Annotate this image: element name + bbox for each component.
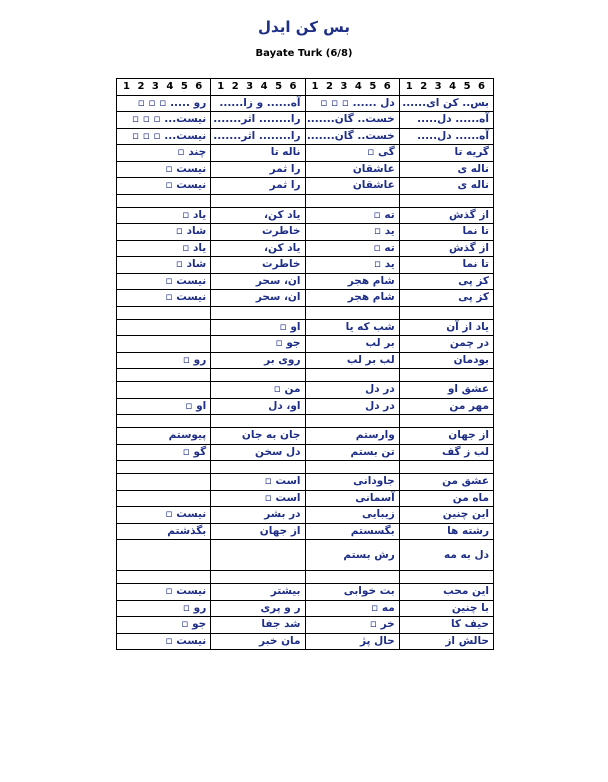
- lyric-cell: شاد ▫: [117, 257, 211, 274]
- lyric-cell: یاد از آن: [399, 319, 493, 336]
- lyric-cell: از جهان: [399, 428, 493, 445]
- lyric-cell: [117, 474, 211, 491]
- lyric-cell: [117, 490, 211, 507]
- lyric-cell: شام هجر: [305, 273, 399, 290]
- lyric-cell: گی ▫: [305, 145, 399, 162]
- lyric-cell: [211, 194, 305, 207]
- lyric-cell: خاطرت: [211, 224, 305, 241]
- lyric-cell: جاودانی: [305, 474, 399, 491]
- lyric-cell: نیست ▫: [117, 178, 211, 195]
- lyric-cell: بر لب: [305, 336, 399, 353]
- lyric-row: [117, 490, 494, 507]
- lyric-cell: [117, 194, 211, 207]
- lyric-row: [117, 428, 494, 445]
- beat-header-cell: 6 5 4 3 2 1: [117, 79, 211, 96]
- beat-header-cell: 6 5 4 3 2 1: [305, 79, 399, 96]
- lyric-row: [117, 444, 494, 461]
- lyric-cell: است ▫: [211, 490, 305, 507]
- lyric-cell: [211, 306, 305, 319]
- lyric-cell: تا نما: [399, 224, 493, 241]
- lyric-row: [117, 617, 494, 634]
- lyric-cell: عاشقان: [305, 161, 399, 178]
- lyric-cell: حیف کا: [399, 617, 493, 634]
- lyric-cell: شام هجر: [305, 290, 399, 307]
- lyric-cell: ته ▫: [305, 207, 399, 224]
- lyric-cell: بیشتر: [211, 584, 305, 601]
- page-title: بس کن ایدل: [258, 18, 350, 36]
- lyric-row: [117, 382, 494, 399]
- lyric-cell: [117, 319, 211, 336]
- lyric-cell: این چنین: [399, 507, 493, 524]
- lyric-row: [117, 178, 494, 195]
- lyric-cell: را ثمر: [211, 178, 305, 195]
- lyric-cell: نیست ▫: [117, 507, 211, 524]
- lyric-cell: [211, 571, 305, 584]
- lyric-cell: ان، سحر: [211, 290, 305, 307]
- lyric-cell: بت خوابی: [305, 584, 399, 601]
- lyric-cell: است ▫: [211, 474, 305, 491]
- blank-row: [117, 306, 494, 319]
- lyric-cell: [211, 415, 305, 428]
- lyric-cell: [117, 415, 211, 428]
- blank-row: [117, 571, 494, 584]
- lyric-cell: ماه من: [399, 490, 493, 507]
- lyric-cell: [211, 369, 305, 382]
- beat-header-row: [117, 79, 494, 96]
- lyric-cell: گریه تا: [399, 145, 493, 162]
- lyric-cell: کز پی: [399, 290, 493, 307]
- lyric-cell: جو ▫: [117, 617, 211, 634]
- lyric-cell: خست.. گان.......: [305, 128, 399, 145]
- lyric-cell: چند ▫: [117, 145, 211, 162]
- lyric-cell: [211, 540, 305, 571]
- lyric-cell: ید ▫: [305, 224, 399, 241]
- lyric-cell: [399, 306, 493, 319]
- lyric-cell: من ▫: [211, 382, 305, 399]
- lyric-cell: ناله ی: [399, 178, 493, 195]
- lyric-cell: [211, 461, 305, 474]
- lyric-cell: لب ز گف: [399, 444, 493, 461]
- lyric-cell: جو ▫: [211, 336, 305, 353]
- lyric-row: [117, 633, 494, 650]
- lyric-cell: مه ▫: [305, 600, 399, 617]
- blank-row: [117, 194, 494, 207]
- beat-header-cell: 6 5 4 3 2 1: [211, 79, 305, 96]
- lyric-cell: تا نما: [399, 257, 493, 274]
- lyric-cell: ان، سحر: [211, 273, 305, 290]
- lyric-cell: ید ▫: [305, 257, 399, 274]
- lyric-cell: [399, 194, 493, 207]
- lyric-cell: در دل: [305, 382, 399, 399]
- lyric-cell: آسمانی: [305, 490, 399, 507]
- lyric-row: [117, 95, 494, 112]
- blank-row: [117, 415, 494, 428]
- lyric-cell: حال پژ: [305, 633, 399, 650]
- lyric-cell: آه...... دل.....: [399, 128, 493, 145]
- lyric-row: [117, 600, 494, 617]
- lyric-row: [117, 207, 494, 224]
- lyric-cell: نیست... ▫ ▫ ▫: [117, 128, 211, 145]
- lyric-cell: با چنین: [399, 600, 493, 617]
- lyric-cell: عاشقان: [305, 178, 399, 195]
- lyric-row: [117, 290, 494, 307]
- lyric-cell: نیست ▫: [117, 584, 211, 601]
- lyric-cell: ته ▫: [305, 240, 399, 257]
- lyric-cell: نیست ▫: [117, 290, 211, 307]
- lyric-cell: مهر من: [399, 398, 493, 415]
- lyric-cell: جان به جان: [211, 428, 305, 445]
- lyric-cell: از جهان: [211, 523, 305, 540]
- lyric-cell: [305, 461, 399, 474]
- lyric-cell: آه...... دل.....: [399, 112, 493, 129]
- lyric-cell: یاد کن،: [211, 240, 305, 257]
- lyric-row: [117, 161, 494, 178]
- lyric-cell: نیست... ▫ ▫ ▫: [117, 112, 211, 129]
- lyric-cell: مان خبر: [211, 633, 305, 650]
- lyric-cell: رو ..... ▫ ▫ ▫: [117, 95, 211, 112]
- lyric-cell: در بشر: [211, 507, 305, 524]
- lyric-cell: دل ...... ▫ ▫ ▫: [305, 95, 399, 112]
- lyric-cell: بودمان: [399, 352, 493, 369]
- lyric-cell: این محب: [399, 584, 493, 601]
- lyric-row: [117, 224, 494, 241]
- lyric-cell: او ▫: [117, 398, 211, 415]
- lyric-row: [117, 145, 494, 162]
- lyric-cell: بس.. کن ای......: [399, 95, 493, 112]
- page-subtitle: Bayate Turk (6/8): [255, 48, 353, 59]
- lyric-cell: رش بستم: [305, 540, 399, 571]
- lyric-row: [117, 540, 494, 571]
- lyric-cell: رو ▫: [117, 600, 211, 617]
- lyric-cell: [399, 571, 493, 584]
- lyric-cell: پیوستم: [117, 428, 211, 445]
- lyric-cell: [305, 571, 399, 584]
- lyric-cell: عشق من: [399, 474, 493, 491]
- lyric-cell: [117, 336, 211, 353]
- lyric-cell: [117, 382, 211, 399]
- lyric-cell: را........ اثر.......: [211, 112, 305, 129]
- beat-header-cell: 6 5 4 3 2 1: [399, 79, 493, 96]
- lyric-cell: ناله تا: [211, 145, 305, 162]
- lyric-row: [117, 257, 494, 274]
- lyric-row: [117, 128, 494, 145]
- lyric-cell: تن بستم: [305, 444, 399, 461]
- lyric-row: [117, 319, 494, 336]
- lyric-row: [117, 240, 494, 257]
- lyric-cell: [399, 369, 493, 382]
- lyric-cell: از گذش: [399, 240, 493, 257]
- lyric-cell: را ثمر: [211, 161, 305, 178]
- lyric-cell: شب که یا: [305, 319, 399, 336]
- lyric-cell: [305, 306, 399, 319]
- lyric-cell: دل سخن: [211, 444, 305, 461]
- lyric-cell: [117, 571, 211, 584]
- lyric-cell: یاد ▫: [117, 207, 211, 224]
- lyric-cell: خست.. گان.......: [305, 112, 399, 129]
- lyric-cell: شد جفا: [211, 617, 305, 634]
- lyric-cell: ر و پری: [211, 600, 305, 617]
- lyric-cell: [117, 461, 211, 474]
- lyric-cell: خاطرت: [211, 257, 305, 274]
- lyric-cell: دل به مه: [399, 540, 493, 571]
- lyric-cell: عشق او: [399, 382, 493, 399]
- lyric-cell: [399, 415, 493, 428]
- lyric-row: [117, 507, 494, 524]
- lyric-cell: نیست ▫: [117, 161, 211, 178]
- lyric-cell: او ▫: [211, 319, 305, 336]
- lyric-cell: ناله ی: [399, 161, 493, 178]
- lyric-cell: روی بر: [211, 352, 305, 369]
- lyric-cell: نیست ▫: [117, 633, 211, 650]
- lyric-cell: در دل: [305, 398, 399, 415]
- blank-row: [117, 369, 494, 382]
- lyric-cell: کز پی: [399, 273, 493, 290]
- lyric-cell: را........ اثر.......: [211, 128, 305, 145]
- lyric-cell: گو ▫: [117, 444, 211, 461]
- lyric-row: [117, 273, 494, 290]
- lyric-cell: رو ▫: [117, 352, 211, 369]
- lyric-row: [117, 336, 494, 353]
- lyric-cell: [117, 369, 211, 382]
- lyric-row: [117, 584, 494, 601]
- lyric-cell: یاد کن،: [211, 207, 305, 224]
- lyric-cell: [305, 194, 399, 207]
- lyric-row: [117, 474, 494, 491]
- lyric-cell: شاد ▫: [117, 224, 211, 241]
- lyric-cell: از گذش: [399, 207, 493, 224]
- lyric-cell: یاد ▫: [117, 240, 211, 257]
- lyric-cell: حالش از: [399, 633, 493, 650]
- lyric-cell: خر ▫: [305, 617, 399, 634]
- lyric-cell: [305, 369, 399, 382]
- lyric-cell: در چمن: [399, 336, 493, 353]
- lyric-cell: نیست ▫: [117, 273, 211, 290]
- lyric-cell: [305, 415, 399, 428]
- lyric-row: [117, 523, 494, 540]
- lyric-cell: بگسستم: [305, 523, 399, 540]
- lyric-cell: آه...... و زا......: [211, 95, 305, 112]
- lyric-cell: وارستم: [305, 428, 399, 445]
- lyric-cell: لب بر لب: [305, 352, 399, 369]
- lyric-row: [117, 398, 494, 415]
- lyric-row: [117, 112, 494, 129]
- lyric-cell: رشته ها: [399, 523, 493, 540]
- lyric-cell: [399, 461, 493, 474]
- lyric-cell: [117, 306, 211, 319]
- lyric-cell: بگذشتم: [117, 523, 211, 540]
- lyric-cell: زیبایی: [305, 507, 399, 524]
- lyric-cell: [117, 540, 211, 571]
- blank-row: [117, 461, 494, 474]
- lyric-cell: او، دل: [211, 398, 305, 415]
- lyric-row: [117, 352, 494, 369]
- lyrics-table: [116, 78, 494, 650]
